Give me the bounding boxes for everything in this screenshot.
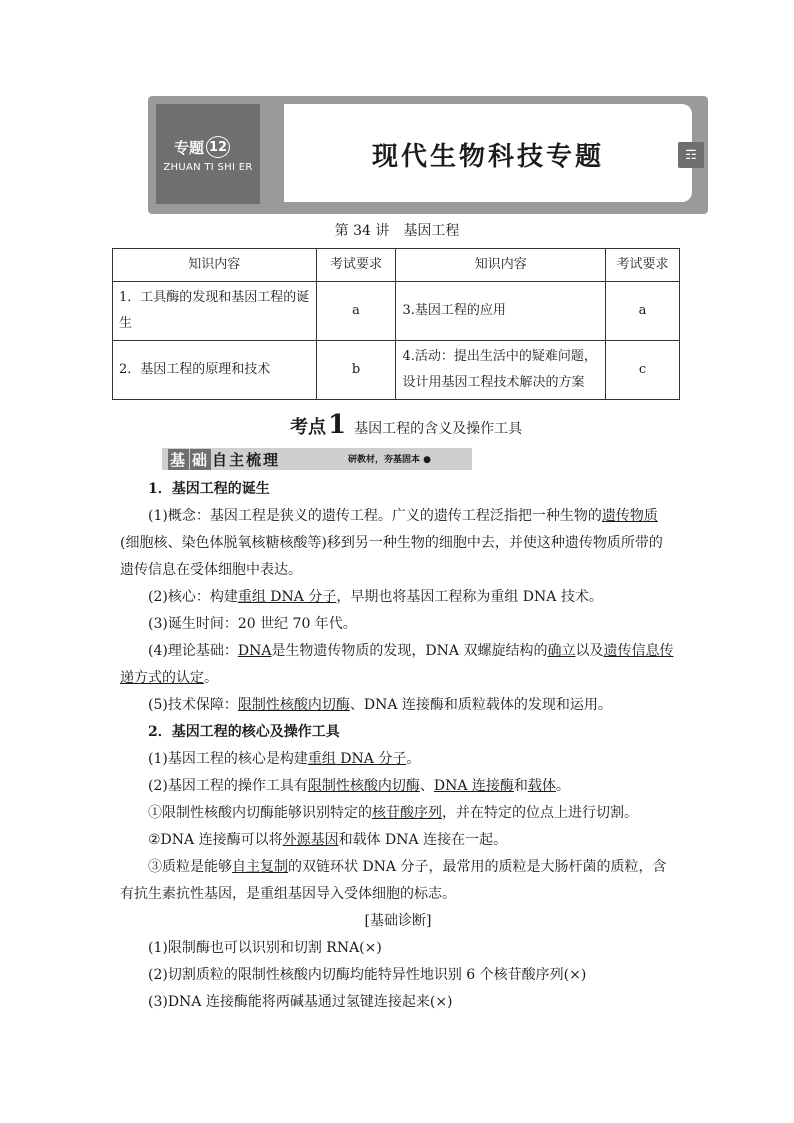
lesson-title: 第 34 讲 基因工程 — [334, 223, 460, 239]
paragraph: (2)核心：构建重组 DNA 分子，早期也将基因工程称为重组 DNA 技术。 — [148, 589, 603, 605]
table-header-row — [113, 249, 680, 282]
paragraph: (3)诞生时间：20 世纪 70 年代。 — [148, 616, 357, 632]
paragraph: (4)理论基础：DNA是生物遗传物质的发现，DNA 双螺旋结构的确立以及遗传信息传递方式的认定。 — [120, 643, 674, 686]
paragraph: (5)技术保障：限制性核酸内切酶、DNA 连接酶和质粒载体的发现和运用。 — [148, 697, 612, 713]
paragraph: ①限制性核酸内切酶能够识别特定的核苷酸序列，并在特定的位点上进行切割。 — [148, 805, 638, 821]
diagnosis-item: (2)切割质粒的限制性核酸内切酶均能特异性地识别 6 个核苷酸序列(×) — [148, 967, 587, 983]
kaodian-text: 基因工程的含义及操作工具 — [354, 421, 523, 437]
heading-2: 2．基因工程的核心及操作工具 — [148, 724, 340, 740]
badge-number: 12 — [206, 136, 230, 158]
main-content — [120, 476, 676, 1016]
table-cell: 2．基因工程的原理和技术 — [113, 341, 317, 400]
kaodian-heading — [290, 410, 522, 440]
table-cell: a — [316, 282, 396, 341]
section-bar — [162, 448, 472, 470]
section-bar-box: 基 — [170, 450, 188, 469]
section-bar-tagline: 研教材，夯基固本 ● — [348, 455, 432, 465]
chapter-title: 现代生物科技专题 — [371, 142, 604, 172]
badge-title — [174, 136, 254, 158]
table-header: 知识内容 — [113, 249, 317, 282]
table-header: 考试要求 — [606, 249, 680, 282]
badge-subtitle: ZHUAN TI SHI ER — [163, 162, 253, 173]
badge-label: 专题 — [174, 138, 205, 157]
paragraph: ②DNA 连接酶可以将外源基因和载体 DNA 连接在一起。 — [148, 832, 508, 848]
paragraph: ③质粒是能够自主复制的双链环状 DNA 分子，最常用的质粒是大肠杆菌的质粒，含有抗生素抗性基因，是重组基因导入受体细胞的标志。 — [120, 859, 667, 902]
table-row — [113, 341, 680, 400]
table-row — [113, 282, 680, 341]
diagnosis-item: (1)限制酶也可以识别和切割 RNA(×) — [148, 940, 382, 956]
table-header: 知识内容 — [396, 249, 606, 282]
table-cell: a — [606, 282, 680, 341]
heading-1: 1．基因工程的诞生 — [148, 481, 270, 497]
kaodian-number: 1 — [328, 410, 347, 440]
paragraph: (2)基因工程的操作工具有限制性核酸内切酶、DNA 连接酶和载体。 — [148, 778, 570, 794]
kaodian-prefix: 考点 — [290, 417, 326, 438]
table-cell: 1．工具酶的发现和基因工程的诞生 — [113, 282, 317, 341]
table-cell: b — [316, 341, 396, 400]
requirements-table — [112, 248, 680, 400]
diagnosis-title: [基础诊断] — [364, 913, 432, 929]
paragraph: (1)概念：基因工程是狭义的遗传工程。广义的遗传工程泛指把一种生物的遗传物质(细胞核、染色体脱氧核糖核酸等)移到另一种生物的细胞中去，并使这种遗传物质所带的遗传信息在受体细胞中表达。 — [120, 508, 663, 578]
paragraph: (1)基因工程的核心是构建重组 DNA 分子。 — [148, 751, 421, 767]
section-bar-rest: 自主梳理 — [212, 450, 281, 469]
book-icon: ☶ — [678, 142, 704, 168]
section-bar-label — [168, 448, 280, 470]
table-cell: 3.基因工程的应用 — [396, 282, 606, 341]
table-cell: 4.活动：提出生活中的疑难问题，设计用基因工程技术解决的方案 — [396, 341, 606, 400]
table-cell: c — [606, 341, 680, 400]
diagnosis-item: (3)DNA 连接酶能将两碱基通过氢键连接起来(×) — [148, 994, 453, 1010]
table-header: 考试要求 — [316, 249, 396, 282]
section-bar-box: 础 — [192, 450, 210, 469]
